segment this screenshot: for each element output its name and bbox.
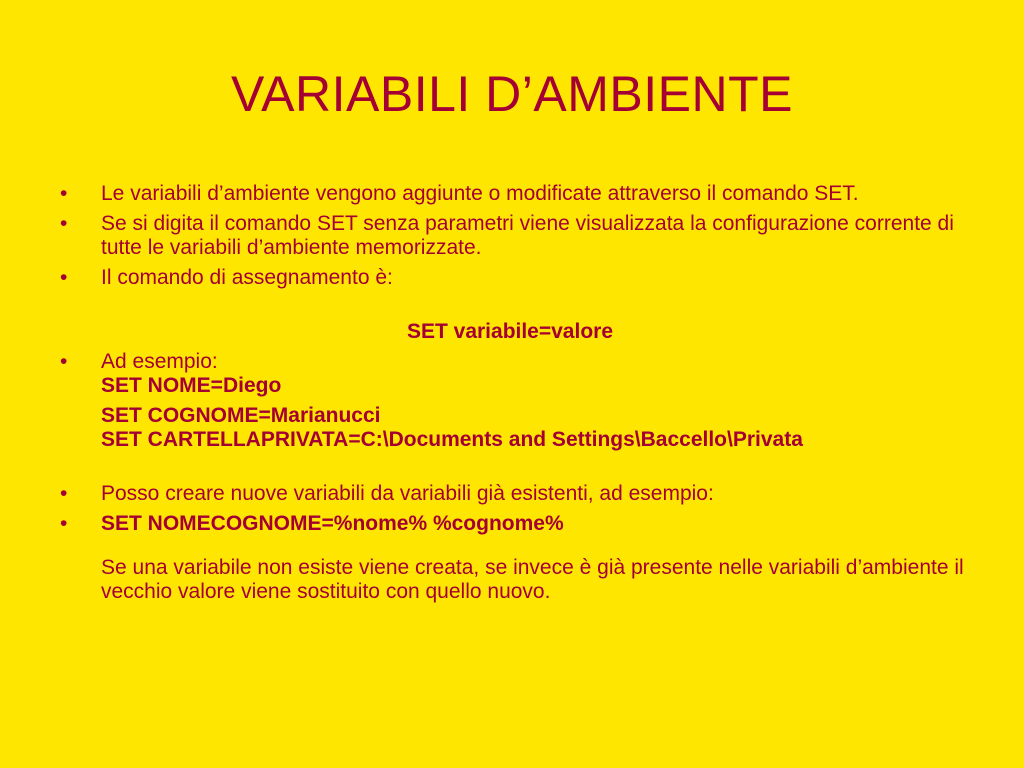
bullet-text: Posso creare nuove variabili da variabili già esistenti, ad esempio: <box>101 482 714 505</box>
bullet-text: Le variabili d’ambiente vengono aggiunte o modificate attraverso il comando SET. <box>101 182 859 205</box>
bullet-text: Il comando di assegnamento è: <box>101 266 393 289</box>
bullet-icon: • <box>60 512 68 535</box>
example-line: SET NOME=Diego <box>101 374 282 397</box>
bullet-item <box>60 350 980 398</box>
bullet-item <box>60 512 980 536</box>
bullet-icon: • <box>60 266 68 289</box>
syntax-line: SET variabile=valore <box>406 320 614 343</box>
bullet-text: SET NOMECOGNOME=%nome% %cognome% <box>101 512 564 535</box>
bullet-icon: • <box>60 350 68 373</box>
slide-body <box>60 182 980 604</box>
example-line: SET COGNOME=Marianucci <box>101 404 381 427</box>
bullet-text: Se si digita il comando SET senza parametri viene visualizzata la configurazione corrente di tutte le variabili d’ambiente memorizzate. <box>101 212 954 259</box>
bullet-item <box>60 182 980 206</box>
slide-title: VARIABILI D’AMBIENTE <box>231 66 793 122</box>
bullet-item <box>60 482 980 506</box>
bullet-icon: • <box>60 182 68 205</box>
bullet-icon: • <box>60 482 68 505</box>
bullet-icon: • <box>60 212 68 235</box>
bullet-item <box>60 266 980 290</box>
bullet-item <box>60 212 980 260</box>
note-text: Se una variabile non esiste viene creata, se invece è già presente nelle variabili d’ambiente il vecchio valore viene sostituito con quello nuovo. <box>101 556 964 603</box>
bullet-text: Ad esempio: <box>101 350 218 373</box>
example-line: SET CARTELLAPRIVATA=C:\Documents and Settings\Baccello\Privata <box>101 428 803 451</box>
